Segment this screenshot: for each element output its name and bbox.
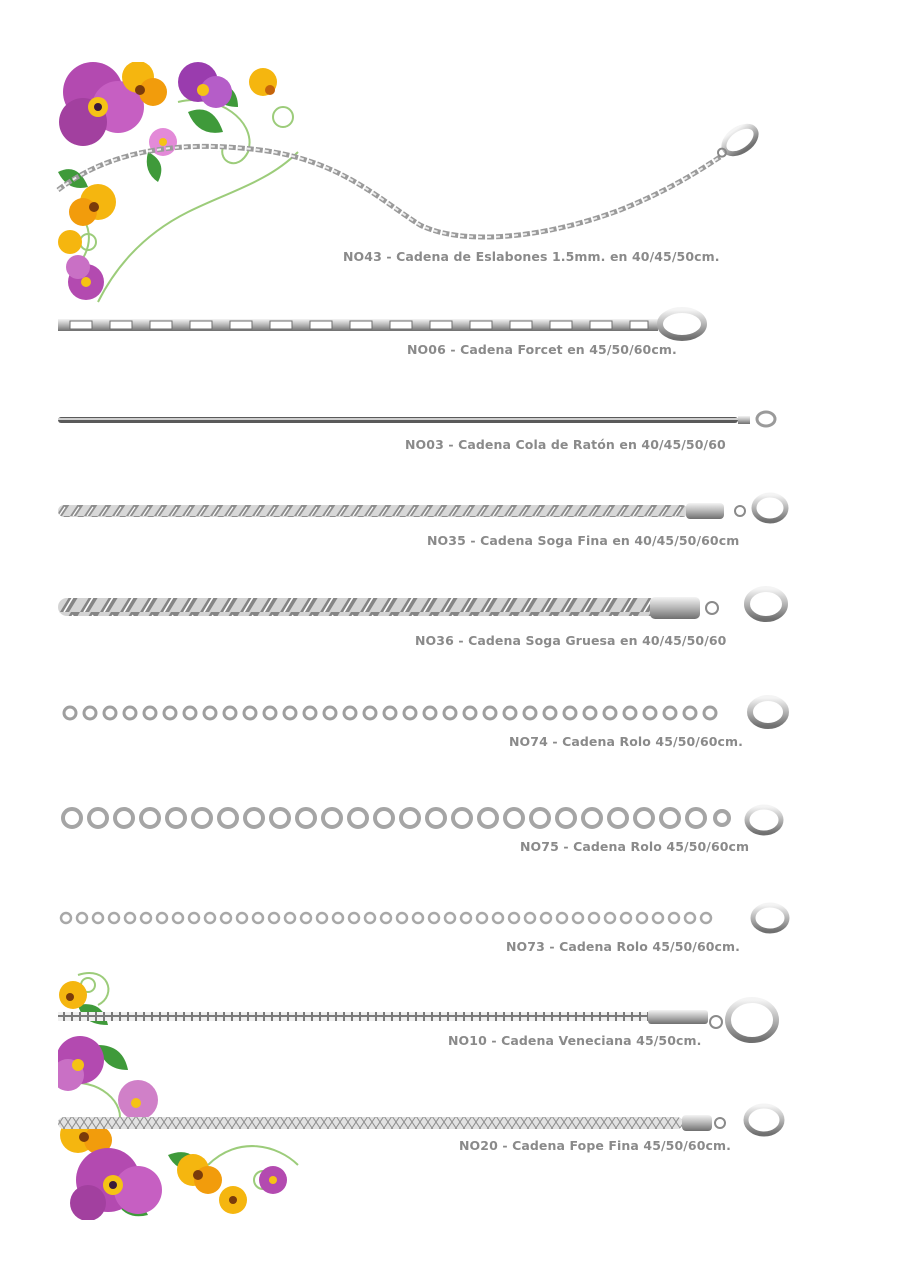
caption-no35: NO35 - Cadena Soga Fina en 40/45/50/60cm [427, 533, 740, 548]
caption-no73: NO73 - Cadena Rolo 45/50/60cm. [506, 939, 741, 954]
caption-no03: NO03 - Cadena Cola de Ratón en 40/45/50/60 [405, 437, 726, 452]
caption-no36: NO36 - Cadena Soga Gruesa en 40/45/50/60 [415, 633, 727, 648]
chain-no35 [58, 495, 786, 521]
caption-no43: NO43 - Cadena de Eslabones 1.5mm. en 40/45/50cm. [343, 249, 720, 264]
chain-no36 [58, 589, 785, 619]
chain-no73 [61, 905, 787, 931]
caption-no06: NO06 - Cadena Forcet en 45/50/60cm. [407, 342, 677, 357]
chain-no06 [58, 310, 704, 338]
chain-no74 [64, 698, 786, 726]
caption-no75: NO75 - Cadena Rolo 45/50/60cm [520, 839, 750, 854]
caption-no10: NO10 - Cadena Veneciana 45/50cm. [448, 1033, 702, 1048]
chain-no43 [58, 121, 761, 237]
caption-no20: NO20 - Cadena Fope Fina 45/50/60cm. [459, 1138, 731, 1153]
chain-no20 [58, 1106, 782, 1134]
chain-no75 [63, 807, 781, 833]
chain-no03 [58, 412, 775, 426]
caption-no74: NO74 - Cadena Rolo 45/50/60cm. [509, 734, 744, 749]
